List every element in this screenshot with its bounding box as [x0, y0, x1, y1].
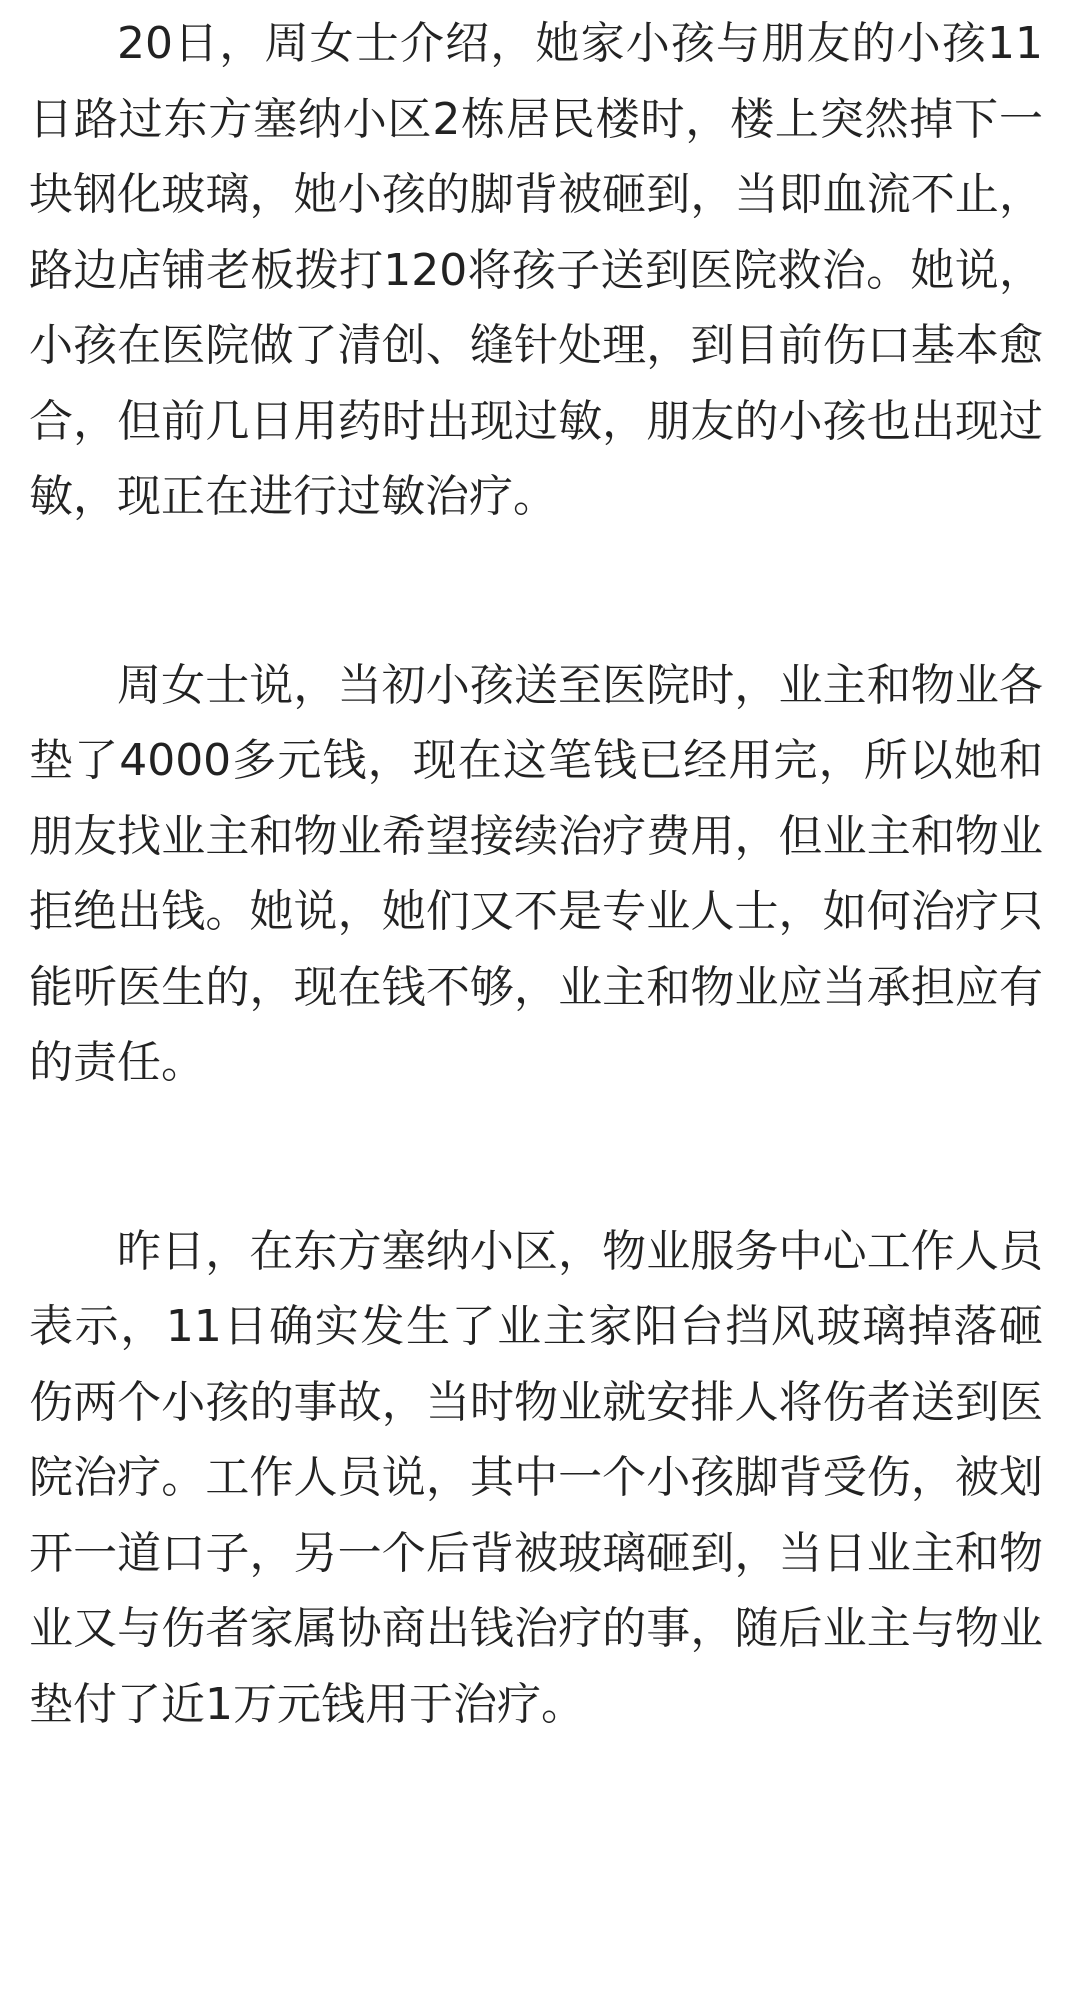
article-paragraph-1: 20日，周女士介绍，她家小孩与朋友的小孩11日路过东方塞纳小区2栋居民楼时，楼上突然掉下一块钢化玻璃，她小孩的脚背被砸到，当即血流不止，路边店铺老板拨打120将孩子送到医院救治。她说，小孩在医院做了清创、缝针处理，到目前伤口基本愈合，但前几日用药时出现过敏，朋友的小孩也出现过敏，现正在进行过敏治疗。	[29, 18, 1043, 522]
article-paragraph-2: 周女士说，当初小孩送至医院时，业主和物业各垫了4000多元钱，现在这笔钱已经用完，所以她和朋友找业主和物业希望接续治疗费用，但业主和物业拒绝出钱。她说，她们又不是专业人士，如何治疗只能听医生的，现在钱不够，业主和物业应当承担应有的责任。	[29, 659, 1043, 1088]
article-paragraph-3: 昨日，在东方塞纳小区，物业服务中心工作人员表示，11日确实发生了业主家阳台挡风玻璃掉落砸伤两个小孩的事故，当时物业就安排人将伤者送到医院治疗。工作人员说，其中一个小孩脚背受伤，被划开一道口子，另一个后背被玻璃砸到，当日业主和物业又与伤者家属协商出钱治疗的事，随后业主与物业垫付了近1万元钱用于治疗。	[29, 1225, 1043, 1730]
